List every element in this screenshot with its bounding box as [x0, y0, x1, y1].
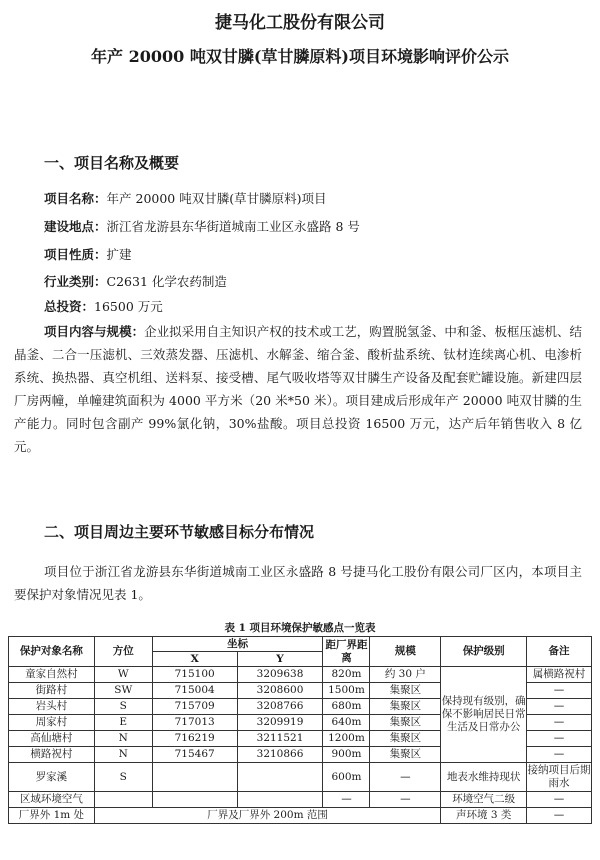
cell-name: 周家村 [9, 715, 95, 731]
field-label: 行业类别： [44, 274, 107, 289]
header-direction: 方位 [94, 637, 152, 667]
cell-x: 715100 [152, 667, 237, 683]
cell-note: — [527, 747, 592, 763]
cell-y: 3209638 [237, 667, 323, 683]
cell-x: 715709 [152, 699, 237, 715]
cell-y: 3210866 [237, 747, 323, 763]
header-scale: 规模 [370, 637, 441, 667]
section1-heading: 一、项目名称及概要 [44, 154, 180, 172]
header-coordinates: 坐标 [152, 637, 323, 652]
cell-y: 3208766 [237, 699, 323, 715]
cell-name: 岩头村 [9, 699, 95, 715]
field-location [44, 217, 360, 235]
cell-scale: 集聚区 [370, 715, 441, 731]
cell-y: 3209919 [237, 715, 323, 731]
table-caption: 表 1 项目环境保护敏感点一览表 [224, 622, 376, 634]
cell-scale: 集聚区 [370, 731, 441, 747]
header-y: Y [237, 652, 323, 667]
cell-y: 3208600 [237, 683, 323, 699]
table-row-boundary [9, 808, 592, 824]
field-value: 年产 20000 吨双甘膦(草甘膦原料)项目 [106, 191, 327, 206]
header-name: 保护对象名称 [9, 637, 95, 667]
cell-x: 717013 [152, 715, 237, 731]
cell-x [152, 763, 237, 792]
field-value: C2631 化学农药制造 [106, 274, 227, 289]
header-distance: 距厂界距离 [323, 637, 370, 667]
cell-direction: E [94, 715, 152, 731]
field-industry [44, 272, 227, 290]
cell-x: 715004 [152, 683, 237, 699]
content-text: 企业拟采用自主知识产权的技术或工艺，购置脱氢釜、中和釜、板框压滤机、结晶釜、二合一压滤机、三效蒸发器、压滤机、水解釜、缩合釜、酸析盐系统、钛材连续离心机、电渗析系统、换热器、真空机组、送料泵、接受槽、尾气吸收塔等双甘膦生产设备及配套贮罐设施。新建四层厂房两幢，单幢建筑面积为 4000 平方米（20 米*50 米）。项目建成后形成年产 20000 吨双甘膦的生产能力。同时包含副产 99%氯化钠，30%盐酸。项目总投资 16500 万元，达产后年销售收入 8 亿元。 [14, 324, 582, 454]
cell-protection-level: 声环境 3 类 [441, 808, 527, 824]
cell-protection-level-group: 保持现有级别，确保不影响居民日常生活及日常办公 [441, 667, 527, 763]
cell-direction [94, 792, 152, 808]
section2-paragraph: 项目位于浙江省龙游县东华街道城南工业区永盛路 8 号捷马化工股份有限公司厂区内，本项目主要保护对象情况见表 1。 [14, 564, 582, 602]
cell-distance: 680m [323, 699, 370, 715]
field-nature [44, 245, 132, 263]
cell-y [237, 763, 323, 792]
sensitive-targets-table [8, 636, 592, 824]
cell-scale: — [370, 792, 441, 808]
cell-name: 区域环境空气 [9, 792, 95, 808]
cell-x [152, 792, 237, 808]
cell-direction: S [94, 763, 152, 792]
cell-y [237, 792, 323, 808]
cell-direction: SW [94, 683, 152, 699]
cell-distance: 640m [323, 715, 370, 731]
cell-protection-level: 地表水维持现状 [441, 763, 527, 792]
field-value: 16500 万元 [94, 299, 163, 314]
field-label: 项目名称： [44, 191, 107, 206]
cell-direction: N [94, 731, 152, 747]
cell-name: 街路村 [9, 683, 95, 699]
header-x: X [152, 652, 237, 667]
cell-y: 3211521 [237, 731, 323, 747]
table-row [9, 667, 592, 683]
cell-distance: 820m [323, 667, 370, 683]
header-protection-level: 保护级别 [441, 637, 527, 667]
cell-name: 罗家溪 [9, 763, 95, 792]
cell-scale: 约 30 户 [370, 667, 441, 683]
cell-scale: 集聚区 [370, 699, 441, 715]
cell-note: — [527, 792, 592, 808]
header-note: 备注 [527, 637, 592, 667]
field-label: 项目性质： [44, 247, 107, 262]
cell-x: 715467 [152, 747, 237, 763]
cell-direction: N [94, 747, 152, 763]
cell-note: — [527, 715, 592, 731]
field-value: 浙江省龙游县东华街道城南工业区永盛路 8 号 [106, 219, 360, 234]
cell-name: 厂界外 1m 处 [9, 808, 95, 824]
cell-distance: 1200m [323, 731, 370, 747]
cell-distance: 900m [323, 747, 370, 763]
section2-heading: 二、项目周边主要环节敏感目标分布情况 [44, 523, 315, 541]
cell-note: — [527, 683, 592, 699]
cell-name: 童家自然村 [9, 667, 95, 683]
cell-note: — [527, 808, 592, 824]
field-label: 建设地点： [44, 219, 107, 234]
project-content-paragraph [14, 320, 582, 458]
cell-distance: 1500m [323, 683, 370, 699]
field-investment [44, 297, 163, 315]
cell-distance: — [323, 792, 370, 808]
cell-protection-level: 环境空气二级 [441, 792, 527, 808]
cell-direction: W [94, 667, 152, 683]
cell-scale: 集聚区 [370, 747, 441, 763]
cell-direction: S [94, 699, 152, 715]
cell-name: 横路祝村 [9, 747, 95, 763]
cell-x: 716219 [152, 731, 237, 747]
cell-note: 属横路祝村 [527, 667, 592, 683]
field-project-name [44, 189, 326, 207]
cell-note: — [527, 731, 592, 747]
cell-scale: 集聚区 [370, 683, 441, 699]
cell-note: — [527, 699, 592, 715]
table-row-air [9, 792, 592, 808]
company-title: 捷马化工股份有限公司 [215, 13, 385, 33]
cell-range: 厂界及厂界外 200m 范围 [94, 808, 440, 824]
field-label: 总投资： [44, 299, 95, 314]
cell-scale: — [370, 763, 441, 792]
document-title: 年产 20000 吨双甘膦(草甘膦原料)项目环境影响评价公示 [91, 47, 509, 66]
table-row-river [9, 763, 592, 792]
cell-distance: 600m [323, 763, 370, 792]
cell-name: 高仙塘村 [9, 731, 95, 747]
content-label: 项目内容与规模： [44, 324, 145, 339]
field-value: 扩建 [106, 247, 132, 262]
cell-note: 接纳项目后期雨水 [527, 763, 592, 792]
